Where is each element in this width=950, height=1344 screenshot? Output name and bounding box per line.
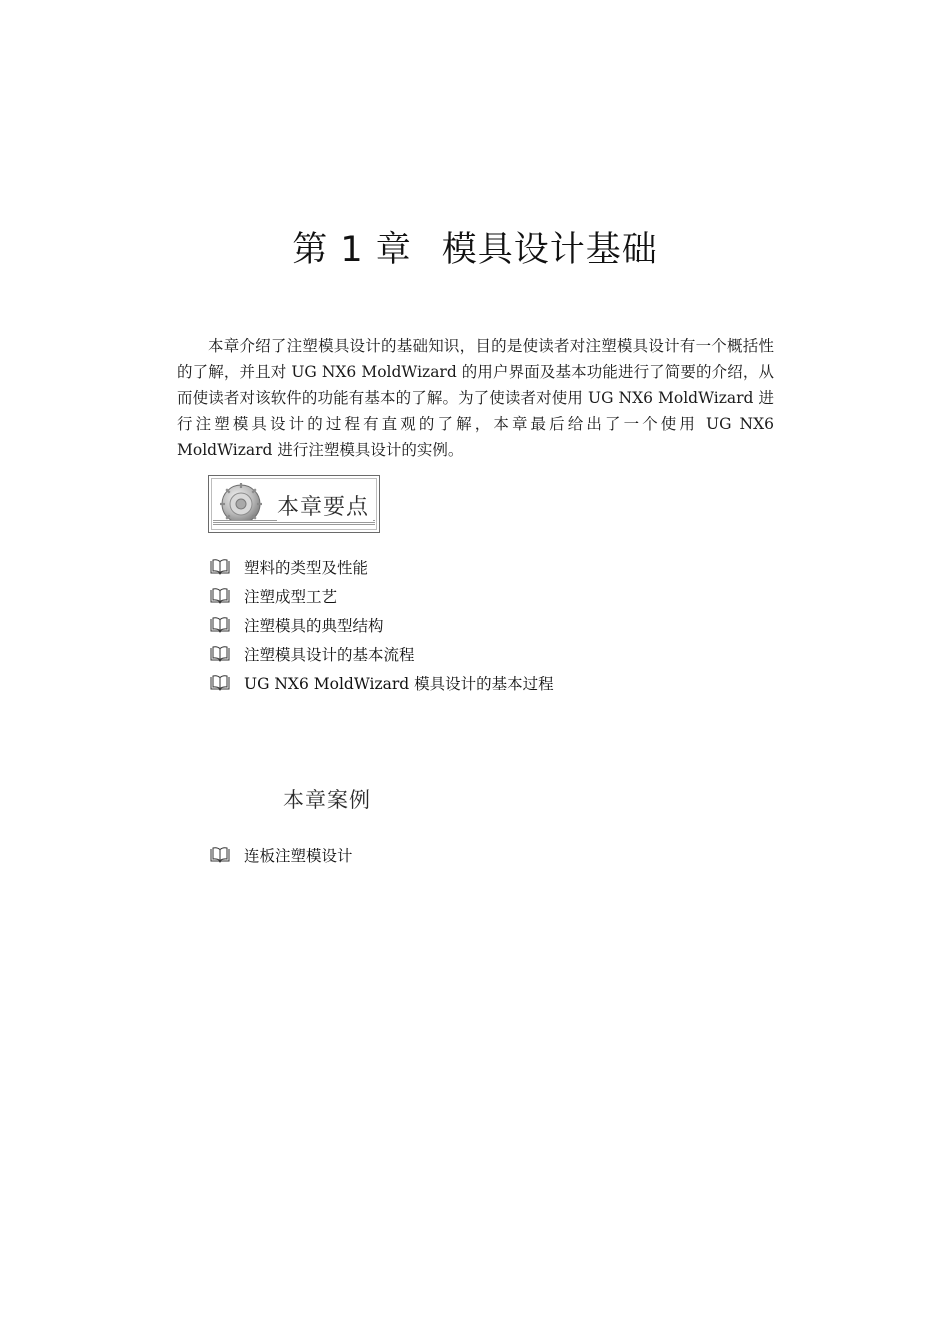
chapter-title (0, 222, 950, 272)
book-icon (210, 588, 230, 604)
book-icon (210, 559, 230, 575)
list-item-text: 注塑模具设计的基本流程 (244, 645, 415, 664)
list-item (210, 668, 554, 697)
list-item (210, 610, 554, 639)
list-item (210, 639, 554, 668)
list-item (210, 840, 353, 869)
key-points-list (210, 552, 554, 697)
key-points-badge (208, 475, 380, 533)
list-item (210, 552, 554, 581)
cases-heading: 本章案例 (283, 788, 371, 812)
intro-paragraph: 本章介绍了注塑模具设计的基础知识，目的是使读者对注塑模具设计有一个概括性的了解，并且对 UG NX6 MoldWizard 的用户界面及基本功能进行了简要的介绍，从而使读者对该软件的功能有基本的了解。为了使读者对使用 UG NX6 MoldWizard 进行注塑模具设计的过程有直观的了解，本章最后给出了一个使用 UG NX6 MoldWizard 进行注塑模具设计的实例。 (177, 337, 774, 459)
cases-list (210, 840, 353, 869)
book-icon (210, 847, 230, 863)
list-item (210, 581, 554, 610)
list-item-text: 注塑成型工艺 (244, 587, 338, 606)
key-points-heading: 本章要点 (277, 490, 373, 521)
book-icon (210, 617, 230, 633)
chapter-number: 第 1 章 (292, 230, 412, 270)
list-item-text: 注塑模具的典型结构 (244, 616, 384, 635)
book-icon (210, 675, 230, 691)
list-item-text: 塑料的类型及性能 (244, 558, 369, 577)
book-icon (210, 646, 230, 662)
list-item-text: UG NX6 MoldWizard 模具设计的基本过程 (244, 674, 554, 693)
chapter-name: 模具设计基础 (441, 230, 658, 270)
list-item-text: 连板注塑模设计 (244, 846, 353, 865)
